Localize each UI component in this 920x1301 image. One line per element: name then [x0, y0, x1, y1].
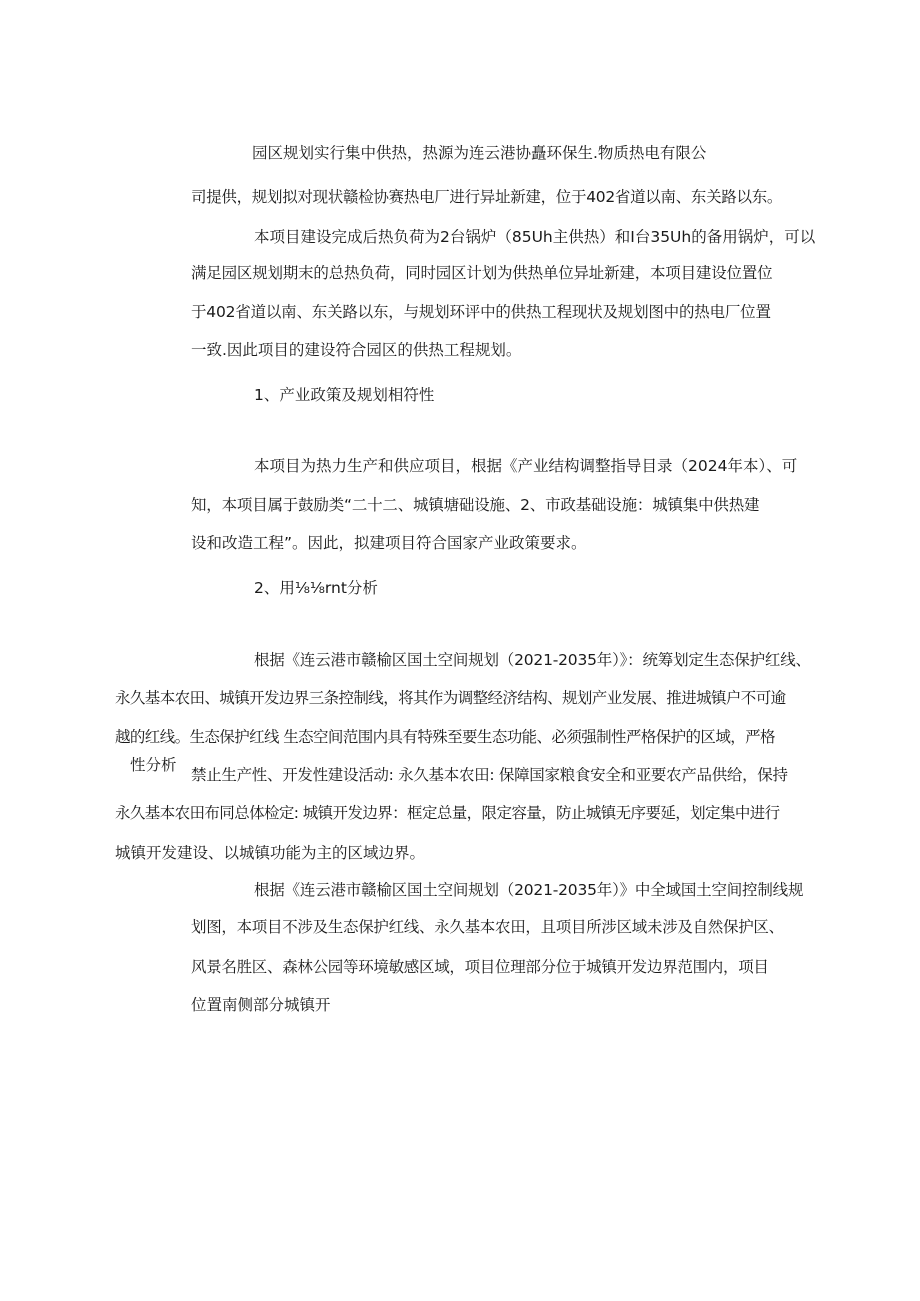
section-heading-2: 2、用⅛⅛rnt分析: [254, 579, 378, 597]
project-para-line-2: 满足园区规划期末的总热负荷，同时园区计划为供热单位异址新建，本项目建设位置位: [191, 264, 773, 282]
space-para-line-1: 根据《连云港市赣榆区国土空间规划（2021-2035年）》：统筹划定生态保护红线、: [254, 651, 811, 669]
project-para-line-4: 一致.因此项目的建设符合园区的供热工程规划。: [191, 341, 522, 359]
space-para-line-6: 城镇开发建设、以城镇功能为主的区域边界。: [115, 844, 426, 862]
control-para-line-3: 风景名胜区、森林公园等环境敏感区域，项目位理部分位于城镇开发边界范围内，项目: [191, 958, 769, 976]
project-para-line-1: 本项目建设完成后热负荷为2台锅炉（85Uh主供热）和I台35Uh的备用锅炉，可以: [254, 228, 816, 246]
policy-para-line-2: 知，本项目属于鼓励类“二十二、城镇塘础设施、2、市政基础设施：城镇集中供热建: [191, 496, 760, 514]
policy-para-line-3: 设和改造工程”。因此，拟建项目符合国家产业政策要求。: [191, 534, 587, 552]
control-para-line-1: 根据《连云港市赣榆区国土空间规划（2021-2035年）》中全域国土空间控制线规: [254, 881, 804, 899]
space-para-line-4: 禁止生产性、开发性建设活动: 永久基本农田: 保障国家粮食安全和亚要农产品供给，保持: [191, 766, 788, 784]
control-para-line-4: 位置南侧部分城镇开: [191, 996, 331, 1014]
space-side-label: 性分析: [130, 756, 177, 774]
project-para-line-3: 于402省道以南、东关路以东，与规划环评中的供热工程现状及规划图中的热电厂位置: [191, 303, 771, 321]
policy-para-line-1: 本项目为热力生产和供应项目，根据《产业结构调整指导目录（2024年本）、可: [254, 457, 798, 475]
heat-para-line-2: 司提供，规划拟对现状赣检协赛热电厂进行异址新建，位于402省道以南、东关路以东。: [191, 188, 783, 206]
space-para-line-2: 永久基本农田、城镇开发边界三条控制线，将其作为调整经济结构、规划产业发展、推进城镇户不可逾: [115, 689, 786, 707]
space-para-line-5: 永久基本农田布同总体检定: 城镇开发边界：框定总量，限定容量，防止城镇无序要延，划定集中进行: [115, 804, 780, 822]
heat-para-line-1: 园区规划实行集中供热，热源为连云港协矗环保生.物质热电有限公: [252, 144, 707, 162]
section-heading-1: 1、产业政策及规划相符性: [254, 386, 435, 404]
space-para-line-3: 越的红线。生态保护红线 生态空间范围内具有特殊至要生态功能、必须强制性严格保护的区域，严格: [115, 728, 775, 746]
control-para-line-2: 划图，本项目不涉及生态保护红线、永久基本农田，且项目所涉区域未涉及自然保护区、: [191, 918, 784, 936]
